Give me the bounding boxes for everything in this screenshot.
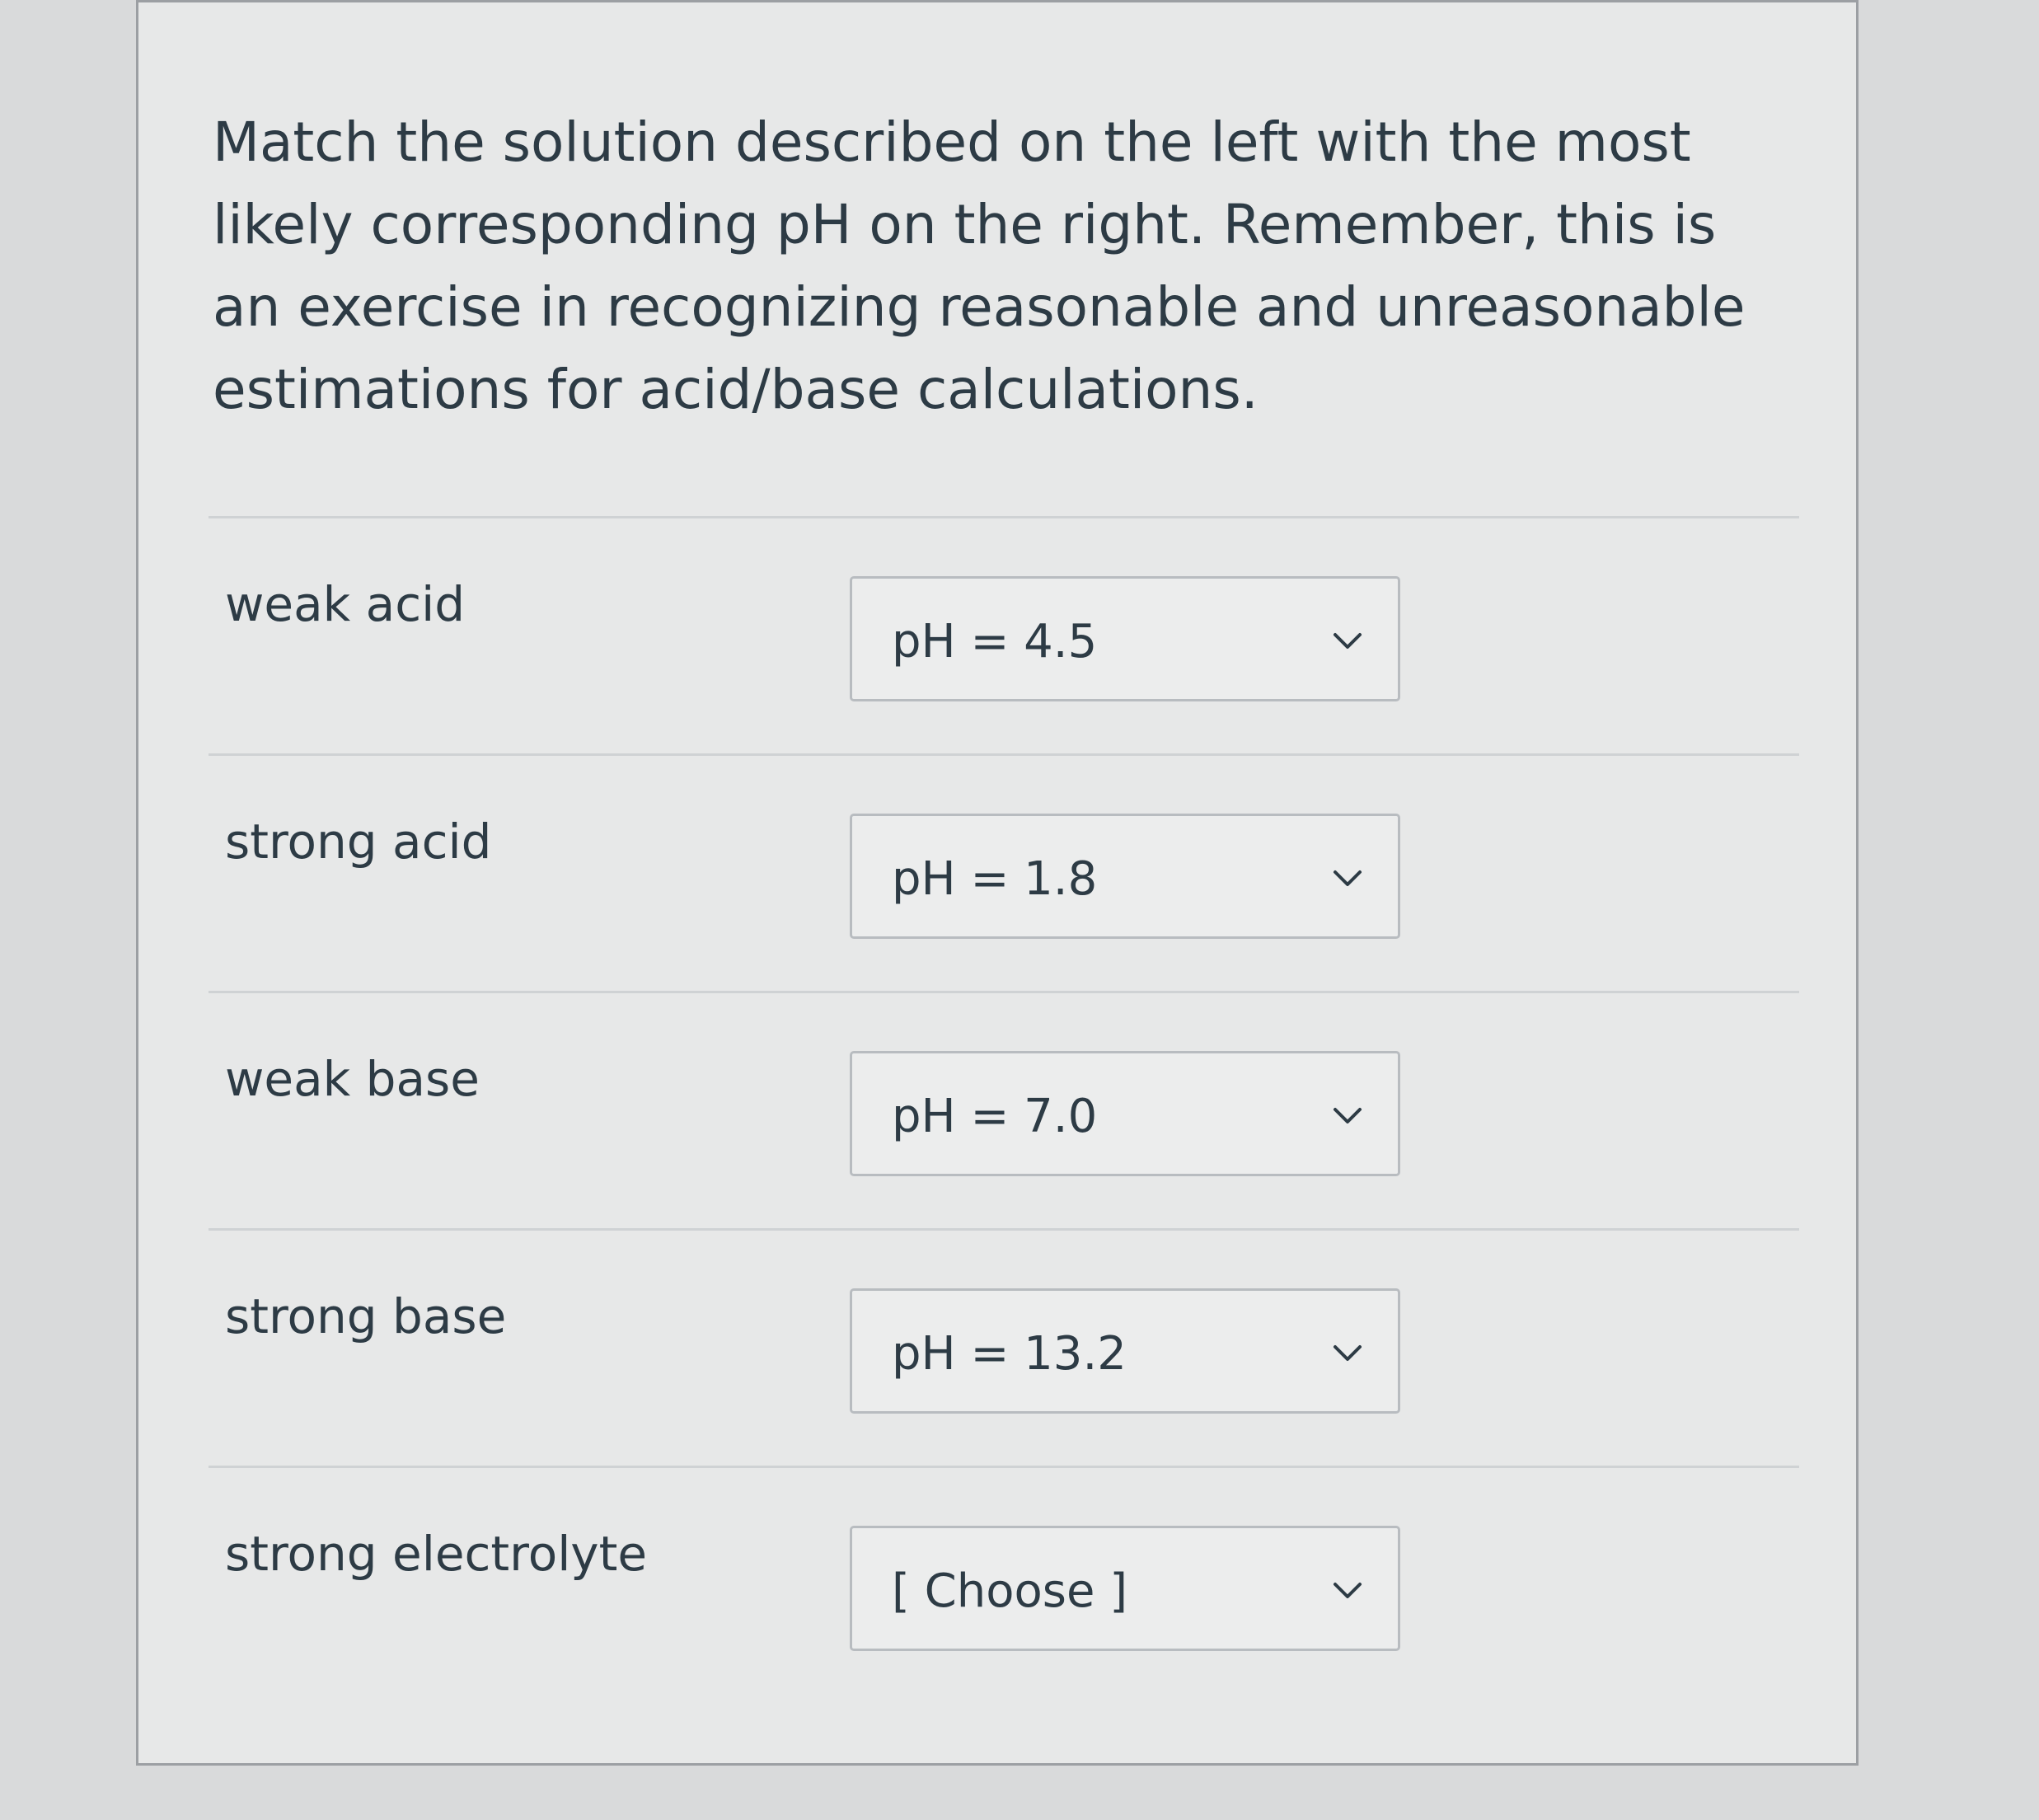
chevron-down-icon bbox=[1330, 622, 1365, 657]
term-label: strong acid bbox=[225, 814, 492, 870]
match-row bbox=[209, 1466, 1799, 1703]
ph-dropdown[interactable] bbox=[850, 814, 1400, 939]
selected-value: [ Choose ] bbox=[892, 1564, 1128, 1618]
ph-dropdown[interactable] bbox=[850, 576, 1400, 701]
chevron-down-icon bbox=[1330, 1335, 1365, 1369]
selected-value: pH = 7.0 bbox=[892, 1090, 1098, 1143]
term-label: weak base bbox=[225, 1051, 480, 1107]
selected-value: pH = 4.5 bbox=[892, 615, 1098, 668]
chevron-down-icon bbox=[1330, 1572, 1365, 1607]
selected-value: pH = 13.2 bbox=[892, 1327, 1127, 1381]
ph-dropdown[interactable] bbox=[850, 1288, 1400, 1414]
match-row bbox=[209, 1228, 1799, 1466]
term-label: strong base bbox=[225, 1288, 507, 1344]
match-row bbox=[209, 753, 1799, 991]
question-text: Match the solution described on the left with the most likely corresponding pH on the right. Remember, this is an exercise in recognizing reasonable and unreasonable estimations for acid/base calculations. bbox=[213, 110, 1746, 421]
ph-dropdown[interactable] bbox=[850, 1051, 1400, 1176]
ph-dropdown[interactable] bbox=[850, 1526, 1400, 1651]
term-label: weak acid bbox=[225, 576, 466, 632]
chevron-down-icon bbox=[1330, 860, 1365, 894]
chevron-down-icon bbox=[1330, 1097, 1365, 1132]
match-row bbox=[209, 991, 1799, 1228]
match-row bbox=[209, 516, 1799, 753]
question-card bbox=[136, 0, 1859, 1766]
term-label: strong electrolyte bbox=[225, 1526, 648, 1582]
selected-value: pH = 1.8 bbox=[892, 852, 1098, 906]
matching-table bbox=[209, 516, 1799, 1703]
